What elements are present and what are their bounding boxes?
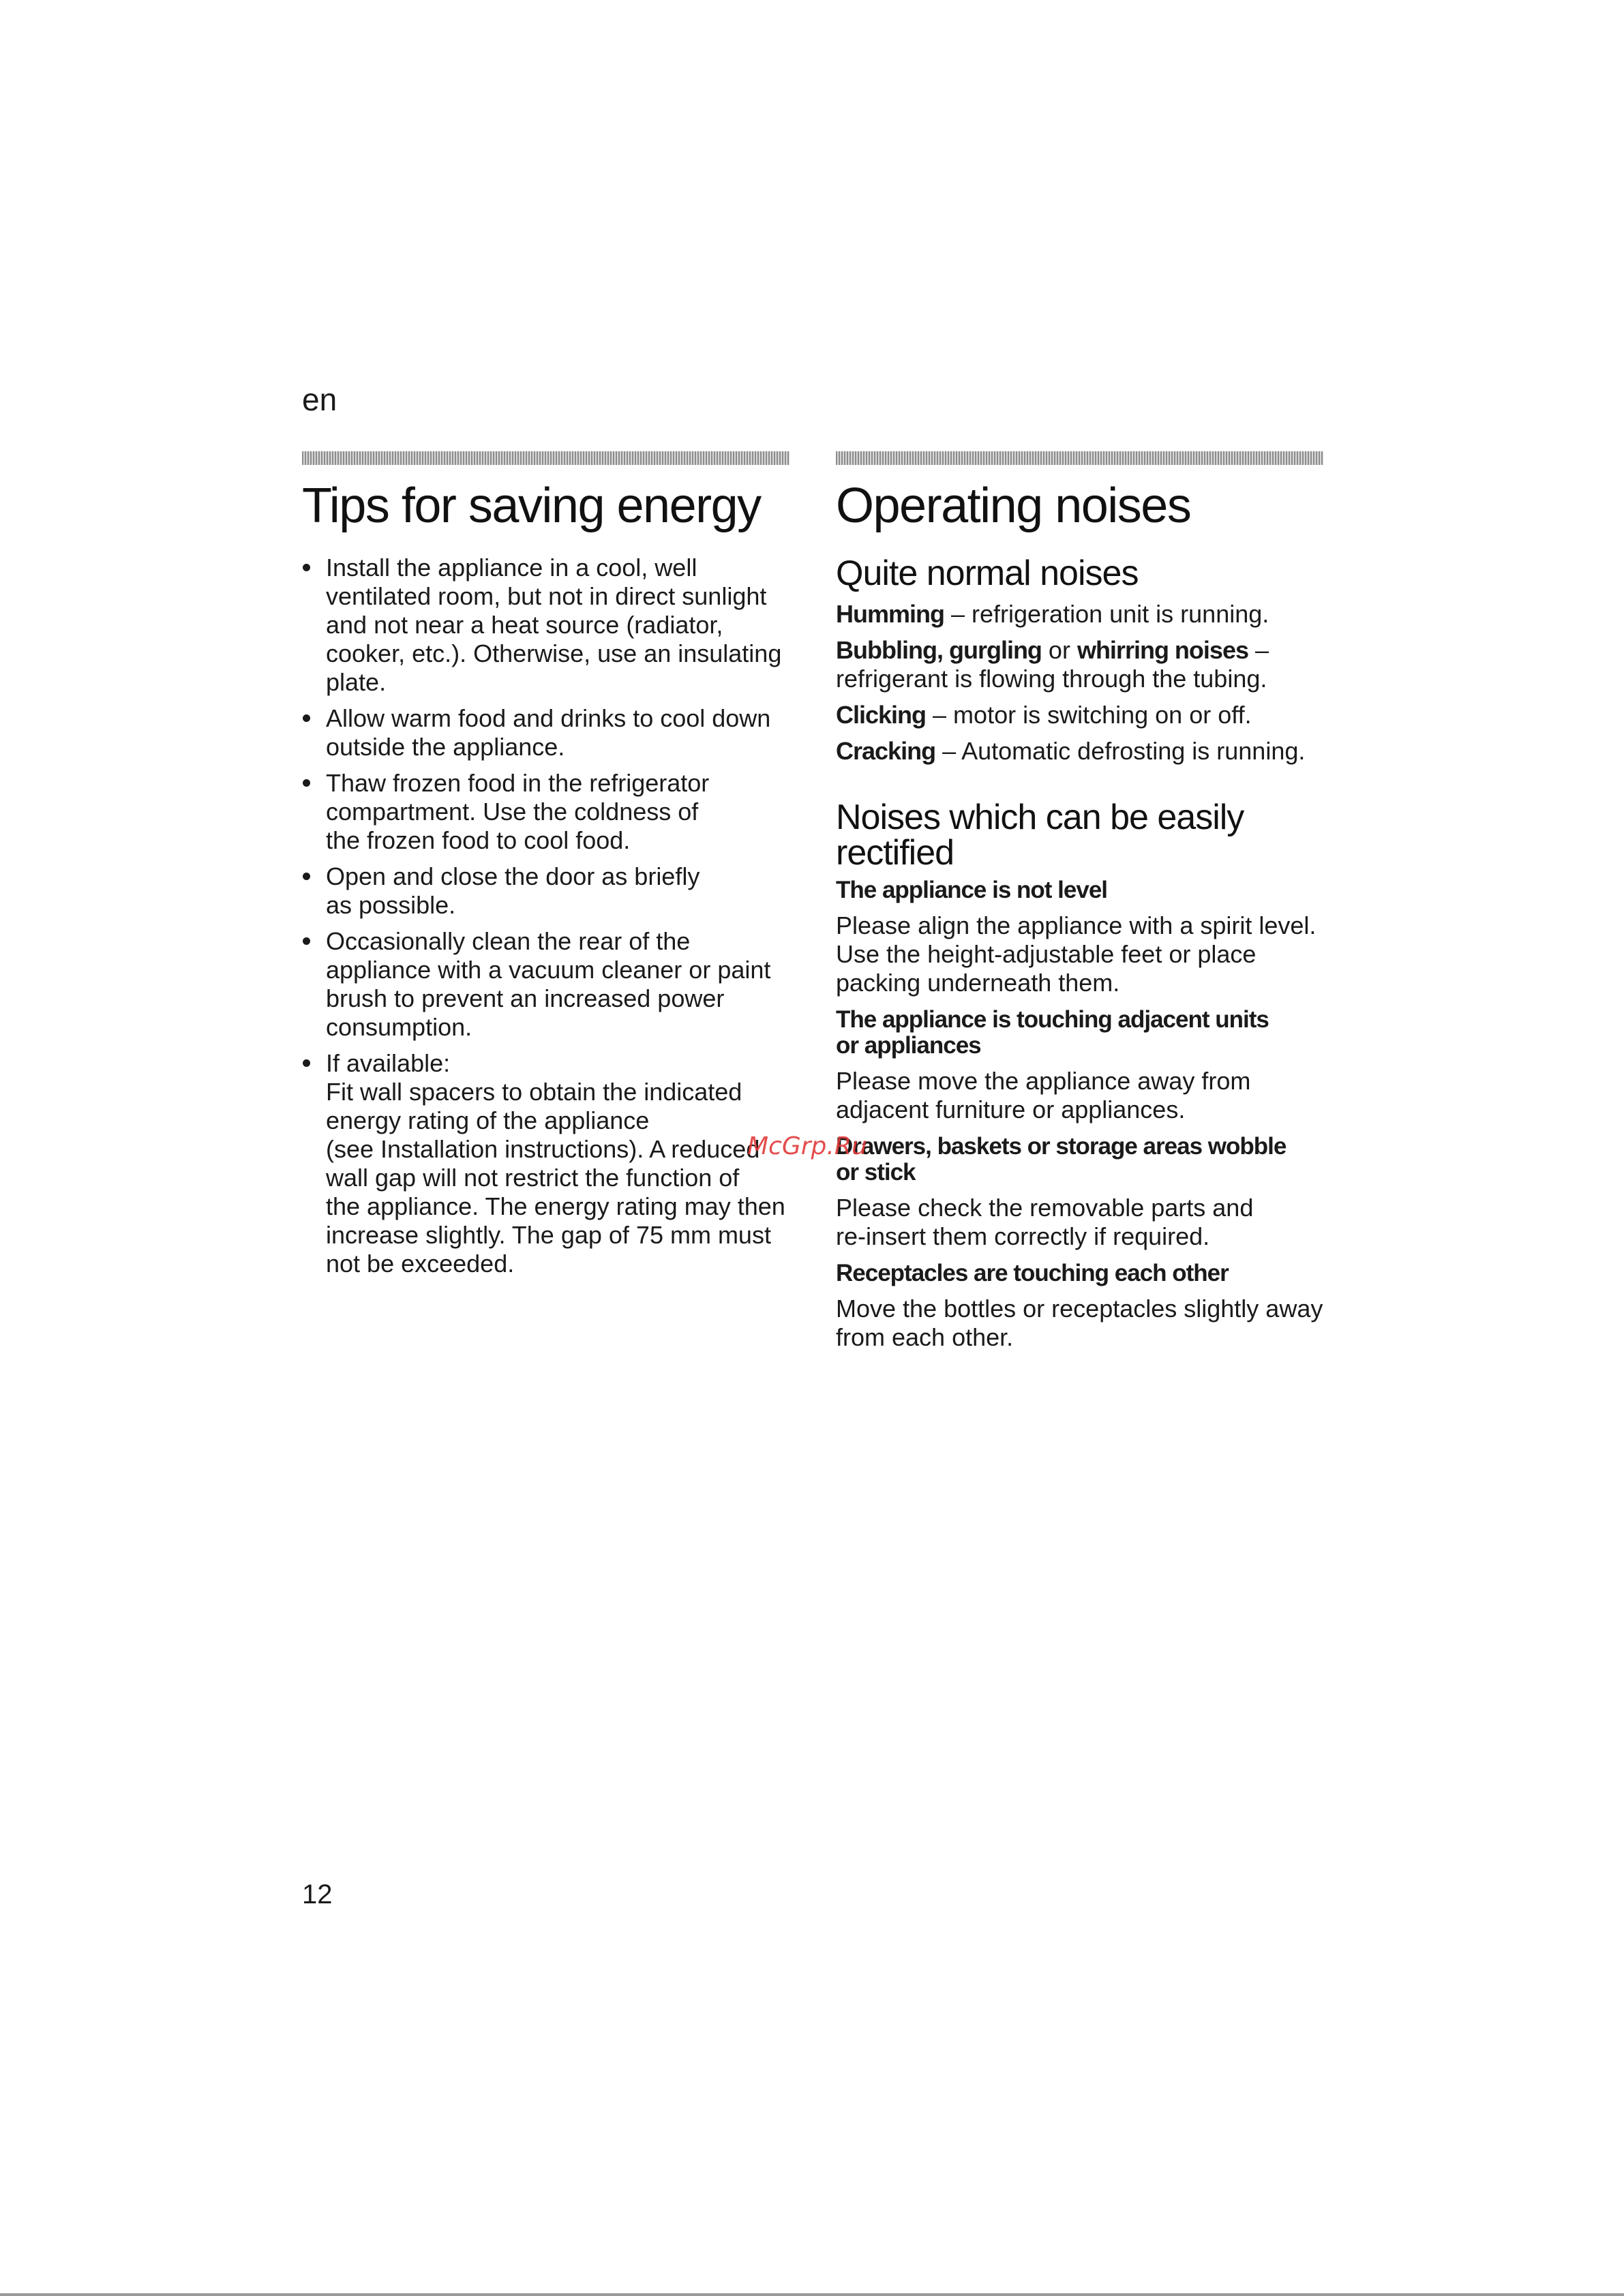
energy-tips-title: Tips for saving energy [302,479,761,533]
issue-text: Please move the appliance away from adjacent furniture or appliances. [836,1067,1251,1123]
section-rule [302,451,790,465]
energy-tips-section [302,451,790,1286]
bullet-icon [303,714,310,722]
section-rule [836,451,1323,465]
list-item: Install the appliance in a cool, well ventilated room, but not in direct sunlight and not near a heat source (radiator, cooker, etc.). Otherwise, use an insulating plate. [302,554,790,697]
normal-noises-heading: Quite normal noises [836,554,1139,593]
noise-item-bubbling: Bubbling, gurgling or whirring noises – refrigerant is flowing through the tubing. [836,636,1269,693]
list-item: Open and close the door as briefly as possible. [302,862,790,920]
issue-title: Receptacles are touching each other [836,1260,1229,1286]
watermark: McGrp.Ru [747,1132,867,1160]
list-item: Thaw frozen food in the refrigerator compartment. Use the coldness of the frozen food to cool food. [302,769,790,855]
bullet-icon [303,564,310,571]
noise-item-clicking: Clicking – motor is switching on or off. [836,701,1252,729]
language-code: en [302,382,337,417]
energy-tips-list [302,554,790,1278]
rectified-noises-heading: Noises which can be easily rectified [836,798,1244,873]
bullet-icon [303,779,310,787]
issue-title: Drawers, baskets or storage areas wobble or stick [836,1133,1287,1185]
list-item: Allow warm food and drinks to cool down outside the appliance. [302,704,790,761]
issue-title: The appliance is touching adjacent units or appliances [836,1006,1269,1059]
page-bottom-border [0,2293,1624,2296]
issue-text: Please check the removable parts and re-insert them correctly if required. [836,1194,1254,1250]
noise-item-humming: Humming – refrigeration unit is running. [836,600,1269,628]
bullet-icon [303,873,310,880]
bullet-icon [303,1059,310,1067]
operating-noises-title: Operating noises [836,479,1191,533]
list-item: If available: Fit wall spacers to obtain the indicated energy rating of the appliance (see Installation instructions). A reduced wall gap will not restrict the function of the appliance. The energy rating may then increase slightly. The gap of 75 mm must not be exceeded. [302,1049,790,1278]
list-item: Occasionally clean the rear of the appliance with a vacuum cleaner or paint brush to prevent an increased power consumption. [302,927,790,1042]
issue-text: Move the bottles or receptacles slightly away from each other. [836,1295,1323,1351]
page-number: 12 [302,1879,333,1909]
issue-title: The appliance is not level [836,877,1108,903]
noise-item-cracking: Cracking – Automatic defrosting is running. [836,737,1306,765]
bullet-icon [303,937,310,945]
operating-noises-section [836,451,1323,1352]
issue-text: Please align the appliance with a spirit level. Use the height-adjustable feet or place packing underneath them. [836,911,1317,997]
